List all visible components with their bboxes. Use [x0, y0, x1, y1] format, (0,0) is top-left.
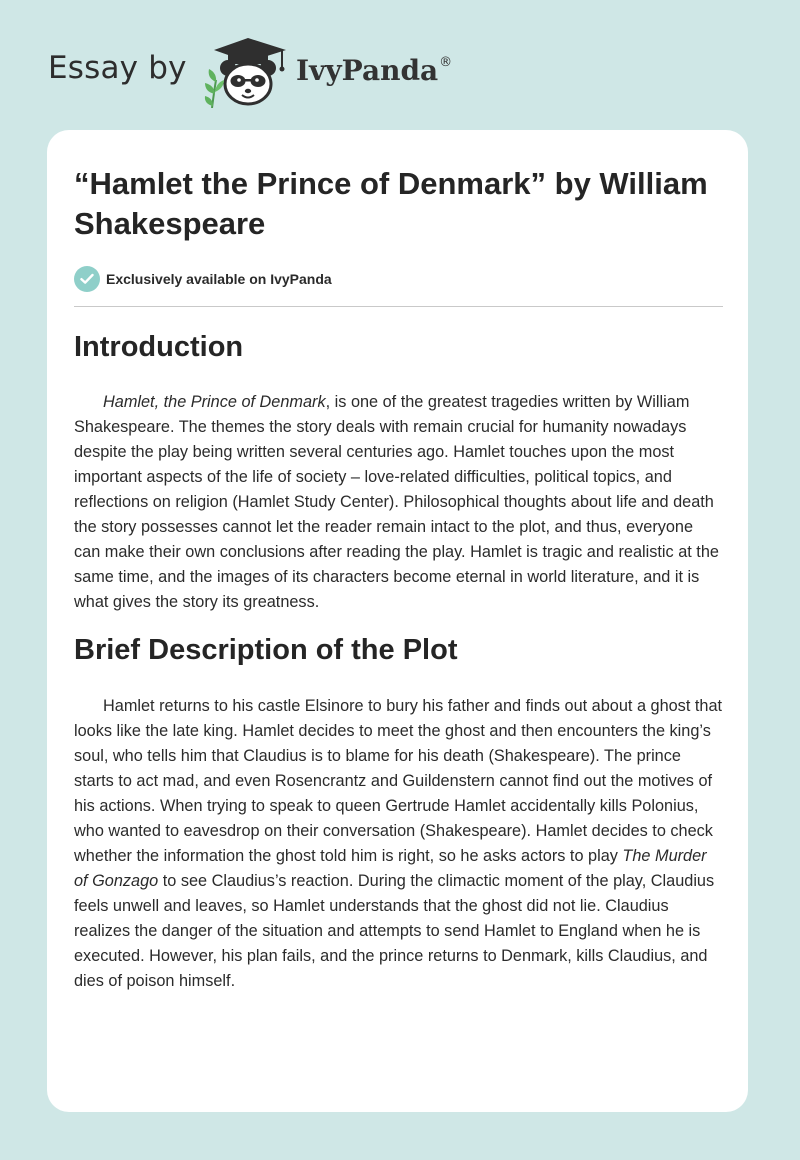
section-heading-introduction: Introduction [74, 331, 244, 363]
check-circle-icon [74, 266, 100, 292]
paragraph-text: Hamlet returns to his castle Elsinore to bury his father and finds out about a ghost that looks like the late king. Hamlet decides to meet the ghost and then encounters the king’s soul, who tells him that Claudius is to blame for his death (Shakespeare). The prince starts to act mad, and even Rosencrantz and Guildenstern cannot find out the motives of his actions. When trying to speak to queen Gertrude Hamlet accidentally kills Polonius, who wanted to eavesdrop on their conversation (Shakespeare). Hamlet decides to check whether the information the ghost told him is right, so he asks actors to play [74, 697, 723, 865]
italic-play-title: Hamlet, the Prince of Denmark [103, 393, 326, 411]
divider [74, 306, 723, 307]
exclusive-label: Exclusively available on IvyPanda [106, 271, 332, 287]
essay-title: “Hamlet the Prince of Denmark” by William Shakespeare [74, 166, 708, 241]
paragraph-text: , is one of the greatest tragedies written by William Shakespeare. The themes the story deals with remain crucial for humanity nowadays despite the play being written several centuries ago. Hamlet touches upon the most important aspects of the life of society – love-related difficulties, political topics, and reflections on religion (Hamlet Study Center). Philosophical thoughts about life and death the story possesses cannot let the reader remain intact to the plot, and thus, everyone can make their own conclusions after reading the play. Hamlet is tragic and realistic at the same time, and the images of its characters become eternal in world literature, and it is what gives the story its greatness. [74, 393, 719, 611]
brand-name-text: IvyPanda [296, 54, 439, 87]
paragraph-text: to see Claudius’s reaction. During the climactic moment of the play, Claudius feels unwell and leaves, so Hamlet understands that the ghost did not lie. Claudius realizes the danger of the situation and attempts to send Hamlet to England when he is executed. However, his plan fails, and the prince returns to Denmark, kills Claudius, and dies of poison himself. [74, 872, 715, 990]
essay-by-label: Essay by [48, 50, 187, 86]
panda-graduate-logo-icon [202, 36, 294, 108]
essay-card [47, 130, 748, 1112]
brand-name [296, 54, 452, 87]
essay-content [74, 164, 723, 994]
exclusive-badge-row [74, 266, 723, 292]
plot-paragraph [74, 694, 723, 994]
section-heading-plot: Brief Description of the Plot [74, 634, 458, 666]
introduction-paragraph [74, 390, 723, 615]
registered-mark: ® [439, 55, 453, 70]
brand-header [48, 36, 468, 106]
italic-play-title: The Murder of Gonzago [74, 847, 707, 890]
